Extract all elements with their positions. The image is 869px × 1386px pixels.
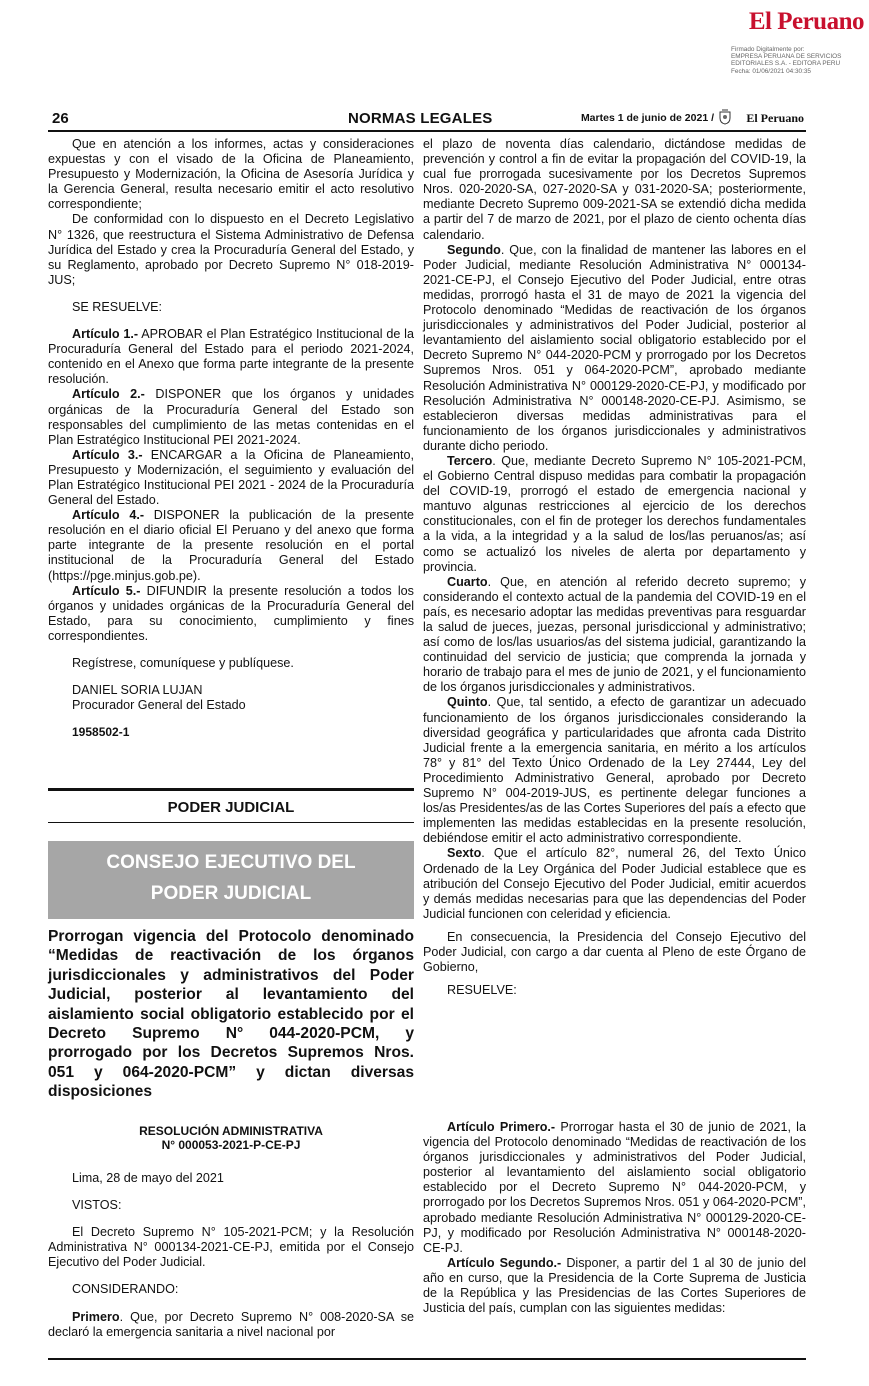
section-label: PODER JUDICIAL bbox=[167, 799, 295, 816]
signer-name: DANIEL SORIA LUJAN bbox=[72, 683, 203, 698]
clause-label: Segundo bbox=[447, 242, 501, 257]
resolution-line: N° 000053-2021-P-CE-PJ bbox=[161, 1138, 301, 1152]
article-label: Artículo Primero.- bbox=[447, 1120, 556, 1134]
banner-line: CONSEJO EJECUTIVO DEL bbox=[106, 852, 356, 873]
considerando-primero bbox=[48, 1310, 414, 1340]
article-text: ENCARGAR a la Oficina de Planeamiento, Presupuesto y Modernización, el seguimiento y evaluación del Plan Estratégico Institucional PEI 2021 - 2024 de la Procuraduría General del Estado. bbox=[48, 447, 414, 508]
considerando-sexto bbox=[423, 846, 806, 921]
article-segundo bbox=[423, 1256, 806, 1316]
header-paper-name: El Peruano bbox=[746, 111, 804, 125]
clause-text: . Que, tal sentido, a efecto de garantizar un adecuado funcionamiento de los órganos jurisdiccionales considerando la diversidad geográfica y particularidades que afronta cada Distrito Judicial frente a la emergencia sanitaria, en mérito a los artículos 78° y 81° del Texto Único Ordenado de la Ley 27444, Ley del Procedimiento Administrativo General, aprobado por Decreto Supremo N° 004-2019-JUS, es pertinente delegar funciones a los/as Presidentes/as de las Cortes Superiores del país a efecto que implementen las medidas establecidas en la presente resolución, debiéndose emitir el acto administrativo correspondiente. bbox=[423, 695, 806, 846]
paragraph: el plazo de noventa días calendario, dictándose medidas de prevención y control a fin de evitar la propagación del COVID-19, la cual fue prorrogada sucesivamente por los Decretos Supremos Nros. 020-2020-SA, 027-2020-SA y 031-2020-SA; posteriormente, mediante Decreto Supremo 009-2021-SA se extendió dicha medida a partir del 7 de marzo de 2021, por el plazo de ciento ochenta días calendario. bbox=[423, 137, 806, 242]
se-resuelve-heading: SE RESUELVE: bbox=[72, 299, 163, 314]
clause-text: . Que, mediante Decreto Supremo N° 105-2021-PCM, el Gobierno Central dispuso medidas para combatir la propagación del COVID-19, prorrogó el estado de emergencia nacional y mantuvo algunas restricciones al ejercicio de los derechos constitucionales, con el fin de proteger los derechos fundamentales a la vida, a la integridad y a la salud de los/las peruanos/as; así como se actualizó los niveles de alerta por departamento y provincia. bbox=[423, 453, 806, 574]
el-peruano-logo: El Peruano bbox=[748, 8, 864, 35]
section-rule bbox=[48, 822, 414, 823]
considerando-heading: CONSIDERANDO: bbox=[72, 1282, 179, 1297]
vistos-heading: VISTOS: bbox=[72, 1198, 122, 1213]
resolution-number bbox=[48, 1124, 414, 1152]
paragraph: Que en atención a los informes, actas y consideraciones expuestas y con el visado de la Oficina de Planeamiento, Presupuesto y Modernización, la Oficina de Asesoría Jurídica y la Gerencia General, resulta necesario emitir el acto resolutivo correspondiente; bbox=[48, 137, 414, 212]
closing-formula: Regístrese, comuníquese y publíquese. bbox=[72, 656, 294, 670]
firma-line: EMPRESA PERUANA DE SERVICIOS bbox=[731, 53, 842, 61]
signer-title: Procurador General del Estado bbox=[72, 698, 246, 713]
firma-line: Fecha: 01/06/2021 04:30:35 bbox=[731, 67, 811, 75]
article-text: DISPONER que los órganos y unidades orgánicas de la Procuraduría General del Estado son responsables del cumplimiento de las metas contenidas en el Plan Estratégico Institucional PEI 2021-2024. bbox=[48, 387, 415, 447]
clause-label: Quinto bbox=[447, 695, 488, 710]
article-text: DIFUNDIR la presente resolución a todos los órganos y unidades orgánicas de la Procuraduría General del Estado, para su conocimiento, cumplimiento y fines correspondientes. bbox=[48, 583, 414, 643]
coat-of-arms-icon bbox=[718, 109, 732, 125]
paragraph: De conformidad con lo dispuesto en el Decreto Legislativo N° 1326, que reestructura el Sistema Administrativo de Defensa Jurídica del Estado y crea la Procuraduría General del Estado, y su Reglamento, aprobado por Decreto Supremo N° 018-2019-JUS; bbox=[48, 212, 414, 287]
article-label: Artículo 2.- bbox=[72, 387, 145, 402]
article-text: APROBAR el Plan Estratégico Institucional de la Procuraduría General del Estado para el periodo 2021-2024, contenido en el Anexo que forma parte integrante de la presente resolución. bbox=[48, 327, 414, 387]
clause-text: . Que el artículo 82°, numeral 26, del Texto Único Ordenado de la Ley Orgánica del Poder Judicial establece que es atribución del Consejo Ejecutivo del Poder Judicial, emitir acuerdos y demás medidas necesarias para que las dependencias del Poder Judicial funcionen con celeridad y eficiencia. bbox=[423, 846, 806, 921]
article-text: Disponer, a partir del 1 al 30 de junio del año en curso, que la Presidencia de la Corte Suprema de Justicia de la República y las Presidencias de las Cortes Superiores de Justicia del país, cumplan con las siguientes medidas: bbox=[423, 1255, 807, 1316]
left-column bbox=[48, 137, 414, 740]
digital-signature-stamp bbox=[731, 46, 866, 75]
page-bottom-rule bbox=[48, 1358, 806, 1360]
considerando-tercero bbox=[423, 454, 806, 575]
clause-text: . Que, por Decreto Supremo N° 008-2020-SA se declaró la emergencia sanitaria a nivel nacional por bbox=[48, 1309, 414, 1339]
article-primero bbox=[423, 1120, 806, 1256]
clause-label: Tercero bbox=[447, 453, 493, 468]
banner-line: PODER JUDICIAL bbox=[150, 883, 312, 904]
article-3 bbox=[48, 448, 414, 508]
place-date: Lima, 28 de mayo del 2021 bbox=[72, 1171, 224, 1185]
right-column bbox=[423, 137, 806, 998]
clause-label: Cuarto bbox=[447, 574, 488, 589]
article-5 bbox=[48, 584, 414, 644]
article-label: Artículo 5.- bbox=[72, 583, 141, 598]
resolution-line: RESOLUCIÓN ADMINISTRATIVA bbox=[139, 1124, 323, 1138]
section-title: NORMAS LEGALES bbox=[348, 110, 493, 127]
publication-code: 1958502-1 bbox=[72, 725, 130, 740]
running-header bbox=[48, 108, 806, 132]
section-rule-top bbox=[48, 788, 414, 791]
article-label: Artículo Segundo.- bbox=[447, 1255, 562, 1270]
considerando-quinto bbox=[423, 695, 806, 846]
firma-line: Firmado Digitalmente por: bbox=[731, 46, 805, 53]
clause-text: . Que, en atención al referido decreto supremo; y considerando el contexto actual de la pandemia del COVID-19 en el país, es necesario adoptar las medidas preventivas para resguardar la salud de jueces, juezas, personal jurisdiccional y administrativo; así como de los/las usuarios/as del sistema judicial, garantizando la continuidad del servicio de justicia; que comprenda la jornada y horario de trabajo para el mes de junio de 2021, y el funcionamiento de los órganos jurisdiccionales y administrativos. bbox=[423, 574, 806, 695]
article-2 bbox=[48, 387, 414, 447]
header-date: Martes 1 de junio de 2021 / bbox=[580, 112, 714, 124]
article-label: Artículo 3.- bbox=[72, 447, 143, 462]
firma-line: EDITORIALES S.A. - EDITORA PERU bbox=[731, 60, 841, 68]
article-text: Prorrogar hasta el 30 de junio de 2021, la vigencia del Protocolo denominado “Medidas de reactivación de los órganos jurisdiccionales y administrativos del Poder Judicial, posterior al levantamiento del aislamiento social obligatorio establecido por el Decreto Supremo N° 044-2020-PCM, y prorrogado por los Decretos Supremos Nros. 051 y 064-2020-PCM”, aprobado mediante Resolución Administrativa N° 000129-2020-CE-PJ, y modificado por Resolución Administrativa N° 000148-2020-CE-PJ. bbox=[423, 1120, 806, 1255]
vistos-text: El Decreto Supremo N° 105-2021-PCM; y la Resolución Administrativa N° 000134-2021-CE-PJ, emitida por el Consejo Ejecutivo del Poder Judicial. bbox=[48, 1225, 414, 1270]
institution-banner bbox=[48, 841, 414, 919]
left-column-lower bbox=[48, 1171, 414, 1340]
article-4 bbox=[48, 508, 414, 583]
clause-text: . Que, con la finalidad de mantener las labores en el Poder Judicial, mediante Resolución Administrativa N° 000134-2021-CE-PJ, el Consejo Ejecutivo del Poder Judicial, entre otras medidas, prorrogó hasta el 31 de mayo de 2021 la vigencia del Protocolo denominado “Medidas de reactivación de los órganos jurisdiccionales y administrativos del Poder Judicial, posterior al levantamiento del aislamiento social obligatorio establecido por el Decreto Supremo N° 044-2020-PCM y prorrogado por los Decretos Supremos Nros. 051 y 064-2020-PCM”, aprobado mediante Resolución Administrativa N° 000129-2020-CE-PJ, y modificado por Resolución Administrativa N° 000148-2020-CE-PJ. Asimismo, se establecieron diversas medidas administrativas para el funcionamiento de los órganos jurisdiccionales y administrativos durante dicho periodo. bbox=[423, 242, 806, 453]
considerando-segundo bbox=[423, 243, 806, 454]
considerando-cuarto bbox=[423, 575, 806, 696]
article-1 bbox=[48, 327, 414, 387]
resuelve-heading: RESUELVE: bbox=[447, 983, 517, 998]
clause-label: Sexto bbox=[447, 846, 482, 861]
consecuencia-paragraph: En consecuencia, la Presidencia del Consejo Ejecutivo del Poder Judicial, con cargo a dar cuenta al Pleno de este Órgano de Gobierno, bbox=[423, 929, 806, 975]
clause-label: Primero bbox=[72, 1309, 120, 1324]
norm-title: Prorrogan vigencia del Protocolo denominado “Medidas de reactivación de los órganos jurisdiccionales y administrativos del Poder Judicial, posterior al levantamiento del aislamiento social obligatorio establecido por el Decreto Supremo N° 044-2020-PCM, y prorrogado por los Decretos Supremos Nros. 051 y 064-2020-PCM” y dictan diversas disposiciones bbox=[48, 928, 414, 1101]
article-label: Artículo 1.- bbox=[72, 327, 139, 342]
article-text: DISPONER la publicación de la presente resolución en el diario oficial El Peruano y del anexo que forma parte integrante de la presente resolución en el portal institucional de la Procuraduría General del Estado (https://pge.minjus.gob.pe). bbox=[48, 508, 414, 583]
article-label: Artículo 4.- bbox=[72, 508, 145, 523]
right-column-lower bbox=[423, 1120, 806, 1316]
page-number: 26 bbox=[52, 110, 69, 127]
